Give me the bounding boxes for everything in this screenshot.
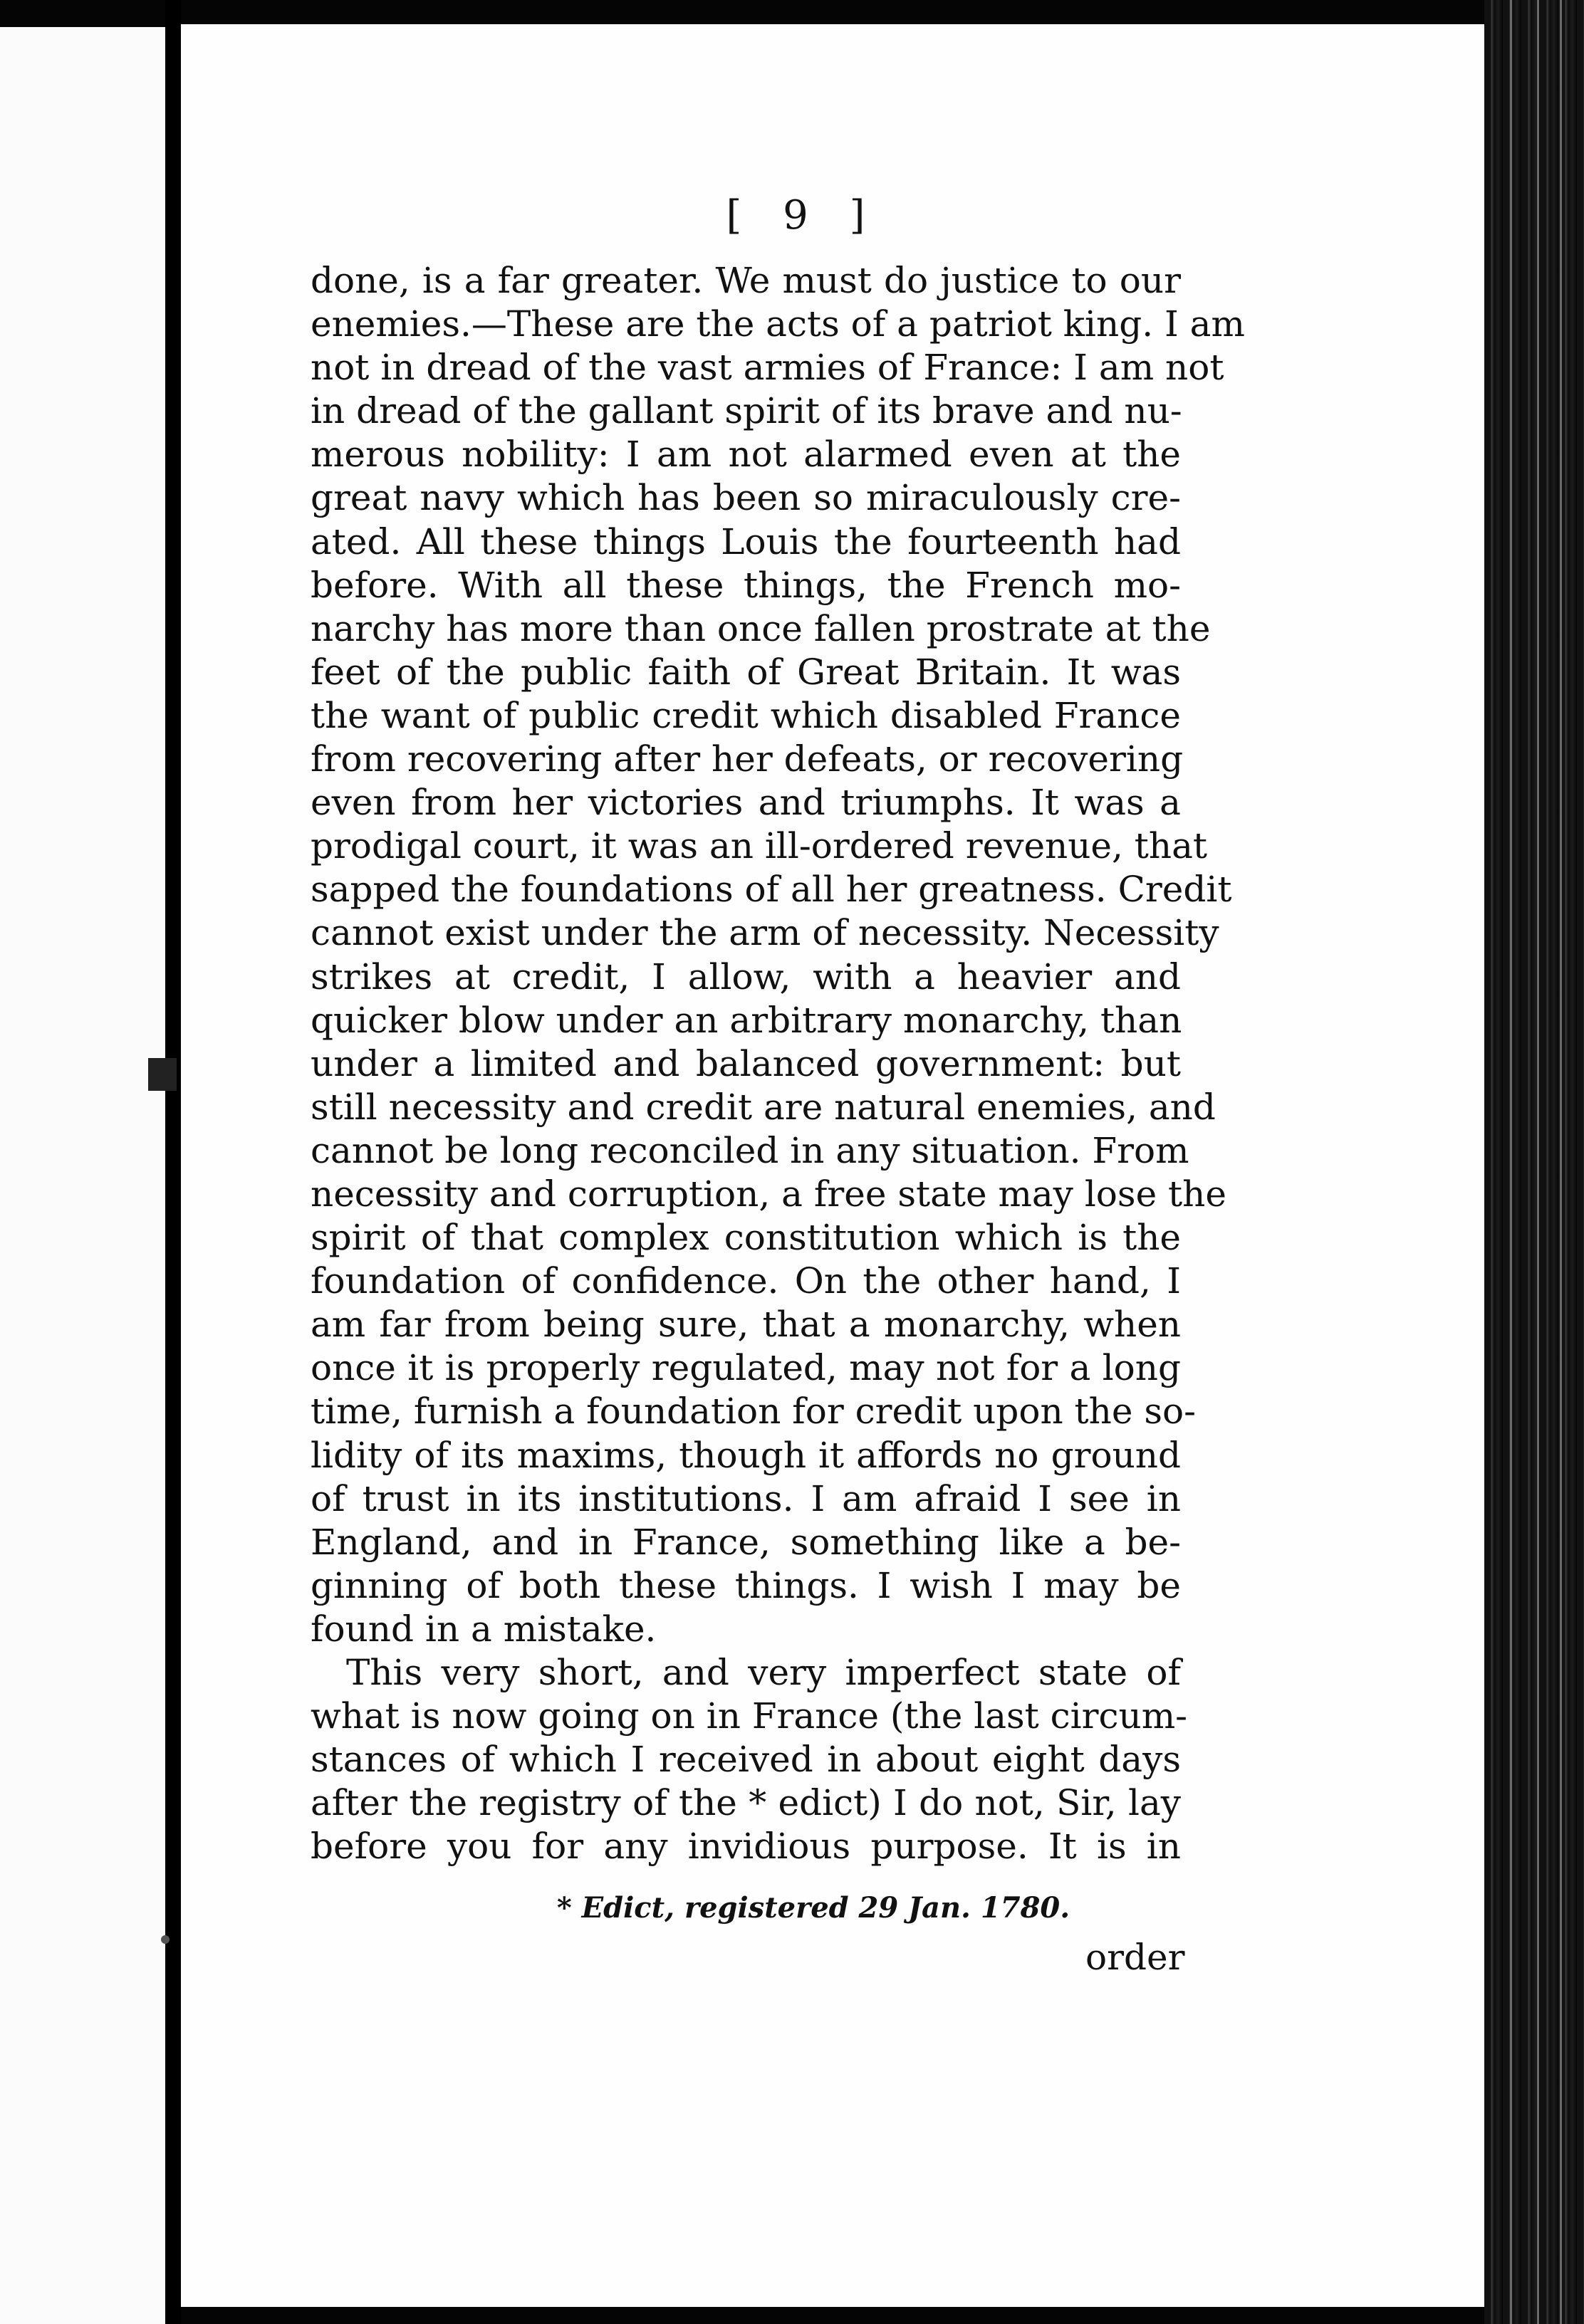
facing-page-edge bbox=[0, 27, 165, 2324]
text-line: am far from being sure, that a monarchy, when bbox=[311, 1304, 1181, 1346]
spine-line bbox=[1510, 0, 1512, 2324]
text-line: merous nobility: I am not alarmed even at the bbox=[311, 434, 1181, 476]
catchword: order bbox=[1085, 1937, 1185, 1978]
text-line: under a limited and balanced government: but bbox=[311, 1042, 1181, 1084]
text-line: time, furnish a foundation for credit upon the so- bbox=[311, 1391, 1196, 1433]
text-line: cannot be long reconciled in any situation. From bbox=[311, 1129, 1189, 1171]
page-number-header: [ 9 ] bbox=[726, 192, 880, 239]
text-line: necessity and corruption, a free state may lose the bbox=[311, 1173, 1226, 1215]
text-line: lidity of its maxims, though it affords no ground bbox=[311, 1434, 1181, 1476]
text-line: foundation of confidence. On the other hand, I bbox=[311, 1260, 1181, 1302]
text-line: not in dread of the vast armies of France: I am not bbox=[311, 347, 1224, 389]
text-line: ated. All these things Louis the fourteenth had bbox=[311, 520, 1181, 562]
text-line: once it is properly regulated, may not for a long bbox=[311, 1347, 1181, 1389]
margin-dot-mark bbox=[161, 1935, 170, 1944]
text-line: stances of which I received in about eight days bbox=[311, 1739, 1181, 1781]
gutter-shadow bbox=[165, 0, 181, 2324]
text-line: enemies.—These are the acts of a patriot king. I am bbox=[311, 303, 1245, 345]
text-line: in dread of the gallant spirit of its brave and nu- bbox=[311, 390, 1182, 432]
spine-line bbox=[1560, 0, 1562, 2324]
text-line: feet of the public faith of Great Britain. It was bbox=[311, 651, 1181, 693]
text-line: ginning of both these things. I wish I may be bbox=[311, 1564, 1181, 1606]
text-line: of trust in its institutions. I am afraid I see in bbox=[311, 1477, 1181, 1519]
text-line: sapped the foundations of all her greatness. Credit bbox=[311, 869, 1232, 911]
text-line: what is now going on in France (the last circum- bbox=[311, 1695, 1188, 1737]
footnote: * Edict, registered 29 Jan. 1780. bbox=[556, 1891, 1070, 1925]
text-line: great navy which has been so miraculously cre- bbox=[311, 477, 1181, 519]
text-line: quicker blow under an arbitrary monarchy, than bbox=[311, 999, 1182, 1041]
text-line: spirit of that complex constitution which is the bbox=[311, 1217, 1181, 1259]
text-line: narchy has more than once fallen prostrate at the bbox=[311, 607, 1211, 649]
text-line: the want of public credit which disabled France bbox=[311, 694, 1181, 736]
text-line: England, and in France, something like a be- bbox=[311, 1521, 1181, 1563]
text-line: done, is a far greater. We must do justice to our bbox=[311, 260, 1181, 301]
body-text bbox=[311, 259, 1245, 1868]
text-line: cannot exist under the arm of necessity. Necessity bbox=[311, 912, 1219, 954]
text-line: before you for any invidious purpose. It is in bbox=[311, 1826, 1181, 1868]
text-line: even from her victories and triumphs. It was a bbox=[311, 782, 1181, 824]
text-line: strikes at credit, I allow, with a heavier and bbox=[311, 956, 1181, 998]
text-line: found in a mistake. bbox=[311, 1608, 657, 1650]
text-line: from recovering after her defeats, or recovering bbox=[311, 738, 1184, 780]
margin-tab-mark bbox=[148, 1058, 177, 1091]
text-line: This very short, and very imperfect state of bbox=[346, 1652, 1181, 1693]
text-line: prodigal court, it was an ill-ordered revenue, that bbox=[311, 825, 1208, 867]
book-spine bbox=[1484, 0, 1584, 2324]
text-line: still necessity and credit are natural enemies, and bbox=[311, 1086, 1216, 1128]
spine-line bbox=[1537, 0, 1539, 2324]
text-line: after the registry of the * edict) I do not, Sir, lay bbox=[311, 1782, 1181, 1824]
text-line: before. With all these things, the French mo- bbox=[311, 564, 1181, 606]
